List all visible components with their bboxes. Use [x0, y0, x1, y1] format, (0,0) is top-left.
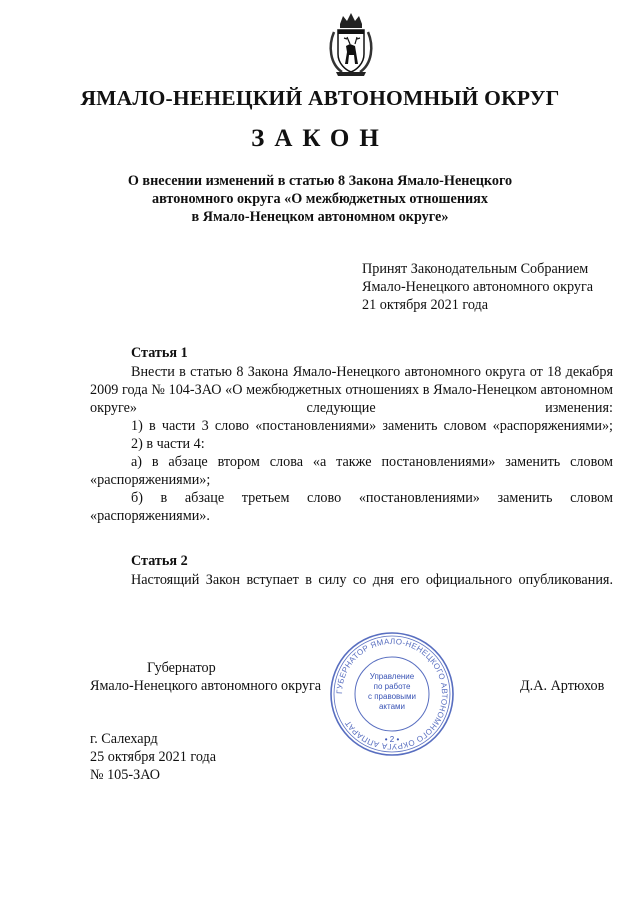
stamp-ring-text: ГУБЕРНАТОР ЯМАЛО-НЕНЕЦКОГО АВТОНОМНОГО ОКРУГА АППАРАТ	[334, 636, 450, 752]
law-number: № 105-ЗАО	[90, 767, 160, 783]
article-1-paragraph: Внести в статью 8 Закона Ямало-Ненецкого автономного округа от 18 декабря 2009 года № 104-ЗАО «О межбюджетных отношениях в Ямало-Ненецком автономном округе» следующие изменения:	[90, 364, 613, 416]
signatory-region: Ямало-Ненецкого автономного округа	[90, 678, 322, 694]
article-2-heading: Статья 2	[131, 553, 188, 569]
coat-of-arms-emblem	[326, 10, 376, 78]
article-2-paragraph: Настоящий Закон вступает в силу со дня его официального опубликования.	[131, 572, 613, 588]
document-type-title: ЗАКОН	[251, 125, 389, 152]
article-2-body	[90, 571, 613, 589]
subject-line: О внесении изменений в статью 8 Закона Ямало-Ненецкого	[127, 173, 513, 189]
article-1-paragraph: б) в абзаце третьем слово «постановлениями» заменить словом «распоряжениями».	[90, 490, 613, 524]
article-1-paragraph: 2) в части 4:	[131, 436, 205, 452]
adoption-line: 21 октября 2021 года	[362, 297, 489, 313]
subject-line: в Ямало-Ненецком автономном округе»	[191, 209, 449, 225]
article-1-heading: Статья 1	[131, 345, 188, 361]
stamp-center-line: с правовыми	[367, 692, 417, 701]
signing-date: 25 октября 2021 года	[90, 749, 217, 765]
adoption-line: Принят Законодательным Собранием	[362, 261, 589, 277]
region-title: ЯМАЛО-НЕНЕЦКИЙ АВТОНОМНЫЙ ОКРУГ	[80, 86, 560, 110]
article-1-body	[90, 363, 613, 525]
article-1-paragraph: а) в абзаце втором слова «а также постановлениями» заменить словом «распоряжениями»;	[90, 454, 613, 488]
subject-line: автономного округа «О межбюджетных отношениях	[152, 191, 488, 207]
stamp-center-line: актами	[378, 702, 406, 711]
article-1-paragraph: 1) в части 3 слово «постановлениями» заменить словом «распоряжениями»;	[131, 418, 613, 434]
place-of-signing: г. Салехард	[90, 731, 158, 747]
stamp-center-line: Управление	[369, 672, 415, 681]
official-stamp	[328, 630, 456, 758]
adoption-line: Ямало-Ненецкого автономного округа	[362, 279, 594, 295]
stamp-number: • 2 •	[384, 735, 400, 744]
law-subject	[0, 172, 640, 226]
signatory-position: Губернатор	[147, 660, 216, 676]
stamp-center-line: по работе	[373, 682, 411, 691]
adoption-note	[362, 260, 593, 314]
signatory-name: Д.А. Артюхов	[520, 678, 605, 694]
